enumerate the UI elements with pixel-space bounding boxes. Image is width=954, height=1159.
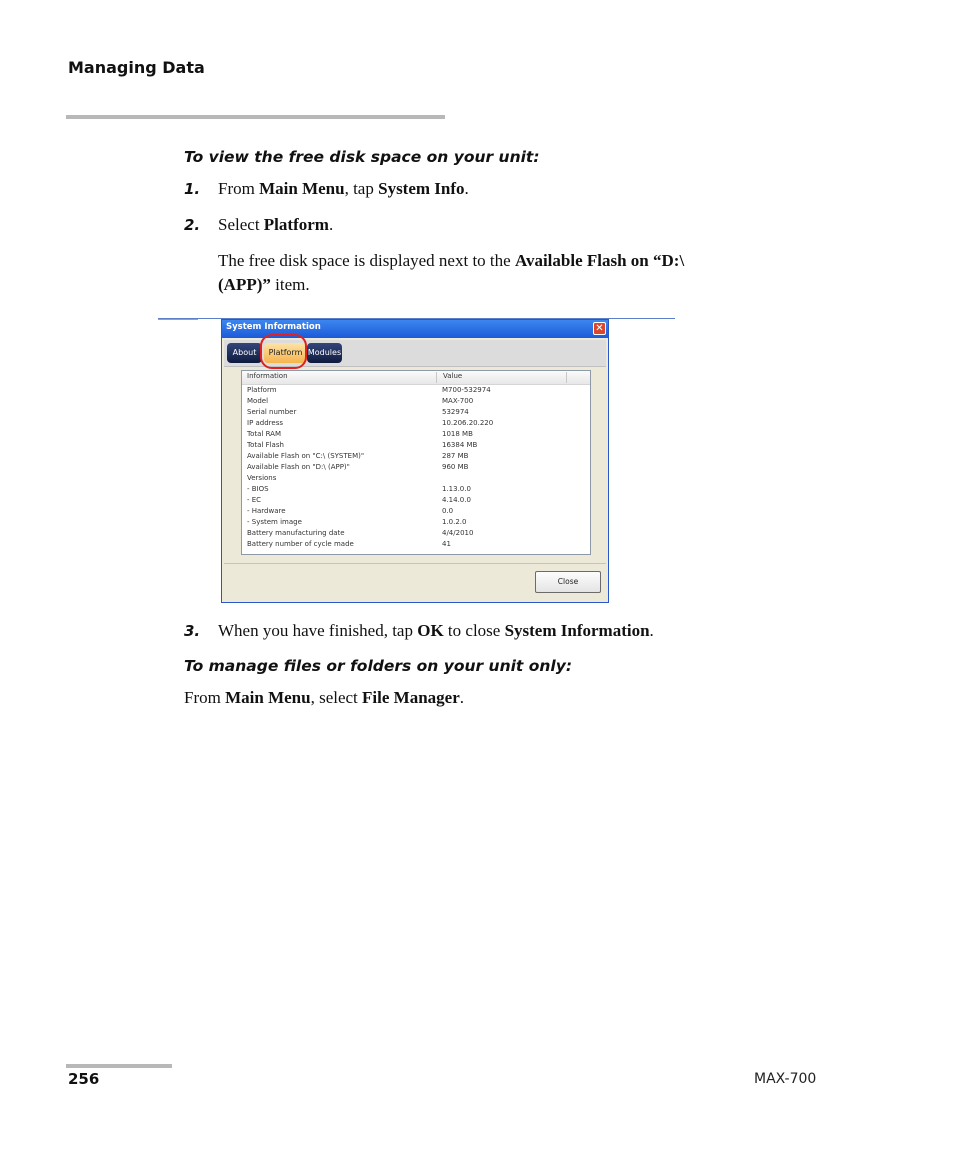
value-cell: 16384 MB bbox=[442, 441, 478, 449]
table-row[interactable] bbox=[242, 408, 590, 419]
table-row[interactable] bbox=[242, 507, 590, 518]
table-row[interactable] bbox=[242, 496, 590, 507]
page-number: 256 bbox=[68, 1070, 100, 1088]
step-3-number: 3. bbox=[184, 622, 201, 640]
info-cell: Available Flash on "C:\ (SYSTEM)" bbox=[247, 452, 365, 460]
footer-rule bbox=[66, 1064, 172, 1068]
info-cell: Total RAM bbox=[247, 430, 281, 438]
table-row[interactable] bbox=[242, 485, 590, 496]
table-row[interactable] bbox=[242, 386, 590, 397]
table-row[interactable] bbox=[242, 419, 590, 430]
procedure-heading-file-manager: To manage files or folders on your unit only: bbox=[184, 657, 573, 675]
table-row[interactable] bbox=[242, 397, 590, 408]
table-row[interactable] bbox=[242, 441, 590, 452]
table-row[interactable] bbox=[242, 430, 590, 441]
system-information-window bbox=[221, 319, 609, 603]
step-2-number: 2. bbox=[184, 216, 201, 234]
value-cell: 532974 bbox=[442, 408, 469, 416]
info-cell: Battery manufacturing date bbox=[247, 529, 345, 537]
tab-about[interactable]: About bbox=[227, 343, 262, 363]
info-cell: Versions bbox=[247, 474, 277, 482]
value-cell: 0.0 bbox=[442, 507, 454, 515]
step-3-text: When you have finished, tap OK to close System Information. bbox=[218, 621, 654, 640]
value-cell: 10.206.20.220 bbox=[442, 419, 494, 427]
close-icon[interactable]: ✕ bbox=[593, 322, 606, 335]
product-name: MAX-700 bbox=[754, 1071, 817, 1087]
value-cell: 960 MB bbox=[442, 463, 469, 471]
running-header: Managing Data bbox=[68, 58, 205, 77]
table-row[interactable] bbox=[242, 540, 590, 551]
value-cell: 1.0.2.0 bbox=[442, 518, 467, 526]
step-2-text: Select Platform. bbox=[218, 215, 334, 234]
close-button[interactable]: Close bbox=[535, 571, 601, 593]
info-cell: - Hardware bbox=[247, 507, 286, 515]
info-cell: Serial number bbox=[247, 408, 297, 416]
information-list[interactable] bbox=[241, 370, 591, 555]
file-manager-instruction: From Main Menu, select File Manager. bbox=[184, 688, 464, 707]
tab-platform[interactable]: Platform bbox=[264, 343, 307, 363]
info-cell: Total Flash bbox=[247, 441, 284, 449]
step-2-note: The free disk space is displayed next to the Available Flash on “D:\ (APP)” item. bbox=[218, 251, 685, 294]
column-separator bbox=[436, 372, 437, 383]
info-cell: Battery number of cycle made bbox=[247, 540, 354, 548]
step-1-number: 1. bbox=[184, 180, 201, 198]
list-header bbox=[242, 371, 590, 385]
value-cell: MAX-700 bbox=[442, 397, 474, 405]
tab-modules[interactable]: Modules bbox=[307, 343, 342, 363]
table-row[interactable] bbox=[242, 452, 590, 463]
value-cell: 1018 MB bbox=[442, 430, 473, 438]
step-1-text: From Main Menu, tap System Info. bbox=[218, 179, 469, 198]
column-separator bbox=[566, 372, 567, 383]
info-cell: Platform bbox=[247, 386, 277, 394]
info-cell: Available Flash on "D:\ (APP)" bbox=[247, 463, 350, 471]
value-cell: 287 MB bbox=[442, 452, 469, 460]
value-cell: 4/4/2010 bbox=[442, 529, 474, 537]
header-rule bbox=[66, 115, 445, 119]
info-cell: Model bbox=[247, 397, 269, 405]
value-cell: M700-532974 bbox=[442, 386, 491, 394]
table-row[interactable] bbox=[242, 529, 590, 540]
info-cell: - System image bbox=[247, 518, 302, 526]
table-row[interactable] bbox=[242, 518, 590, 529]
procedure-heading-disk-space: To view the free disk space on your unit: bbox=[184, 148, 540, 166]
column-header-value[interactable]: Value bbox=[443, 372, 463, 380]
info-cell: IP address bbox=[247, 419, 284, 427]
info-cell: - EC bbox=[247, 496, 262, 504]
screenshot-top-line-left bbox=[158, 319, 198, 320]
value-cell: 1.13.0.0 bbox=[442, 485, 471, 493]
value-cell: 4.14.0.0 bbox=[442, 496, 471, 504]
table-row[interactable] bbox=[242, 463, 590, 474]
platform-tab-highlight bbox=[260, 334, 307, 369]
window-title: System Information bbox=[226, 322, 321, 332]
window-divider bbox=[224, 563, 606, 564]
table-row[interactable] bbox=[242, 474, 590, 485]
value-cell: 41 bbox=[442, 540, 451, 548]
info-cell: - BIOS bbox=[247, 485, 269, 493]
column-header-information[interactable]: Information bbox=[247, 372, 288, 380]
